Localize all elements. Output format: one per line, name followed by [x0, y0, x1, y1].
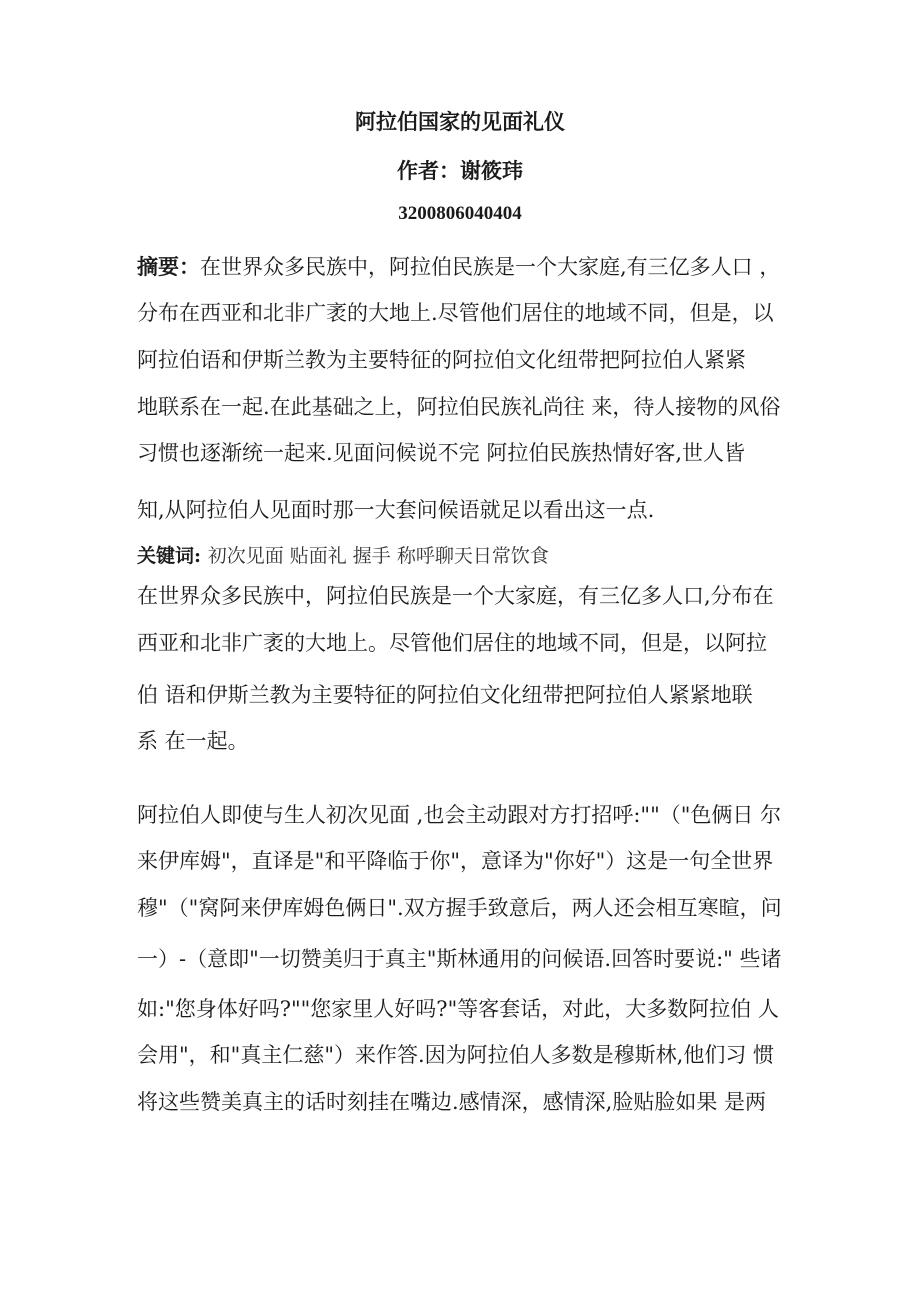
paragraph-line: 阿拉伯人即使与生人初次见面 ,也会主动跟对方打招呼:""（"色俩日 尔	[137, 803, 782, 827]
abstract-line: 知,从阿拉伯人见面时那一大套问候语就足以看出这一点.	[137, 498, 655, 522]
paragraph-line: 将这些赞美真主的话时刻挂在嘴边.感情深，感情深,脸贴脸如果 是两	[137, 1090, 767, 1114]
paragraph-line: 系 在一起。	[137, 729, 249, 753]
paragraph-line: 如:"您身体好吗?""您家里人好吗?"等客套话，对此，大多数阿拉伯 人	[137, 997, 779, 1021]
paragraph-line: 伯 语和伊斯兰教为主要特征的阿拉伯文化纽带把阿拉伯人紧紧地联	[137, 683, 753, 707]
abstract-line: 习惯也逐渐统一起来.见面问候说不完 阿拉伯民族热情好客,世人皆	[137, 441, 746, 465]
abstract-text: 在世界众多民族中，阿拉伯民族是一个大家庭,有三亿多人口 ，	[200, 255, 781, 279]
paragraph-line: 西亚和北非广袤的大地上。尽管他们居住的地域不同，但是，以阿拉	[137, 631, 767, 655]
keywords-line	[137, 540, 549, 571]
abstract-line	[137, 252, 780, 282]
abstract-line: 分布在西亚和北非广袤的大地上.尽管他们居住的地域不同，但是，以	[137, 301, 774, 325]
paragraph-line: 一）-（意即"一切赞美归于真主"斯林通用的问候语.回答时要说:" 些诸	[137, 947, 782, 971]
document-title: 阿拉伯国家的见面礼仪	[355, 109, 565, 134]
abstract-line: 地联系在一起.在此基础之上，阿拉伯民族礼尚往 来，待人接物的风俗	[137, 395, 781, 419]
keywords-label: 关键词:	[137, 545, 202, 567]
keywords-text: 初次见面 贴面礼 握手 称呼聊天日常饮食	[207, 545, 549, 567]
abstract-line: 阿拉伯语和伊斯兰教为主要特征的阿拉伯文化纽带把阿拉伯人紧紧	[137, 348, 746, 372]
paragraph-line: 来伊库姆"，直译是"和平降临于你"，意译为"你好"）这是一句全世界	[137, 849, 774, 873]
abstract-label: 摘要：	[137, 254, 200, 279]
paragraph-line: 在世界众多民族中，阿拉伯民族是一个大家庭，有三亿多人口,分布在	[137, 584, 774, 608]
student-id: 3200806040404	[398, 203, 522, 224]
paragraph-line: 穆"（"窝阿来伊库姆色俩日".双方握手致意后，两人还会相互寒暄，问	[137, 896, 782, 920]
paragraph-line: 会用"，和"真主仁慈"）来作答.因为阿拉伯人多数是穆斯林,他们习 惯	[137, 1043, 775, 1067]
author-line: 作者：谢筱玮	[397, 158, 523, 183]
